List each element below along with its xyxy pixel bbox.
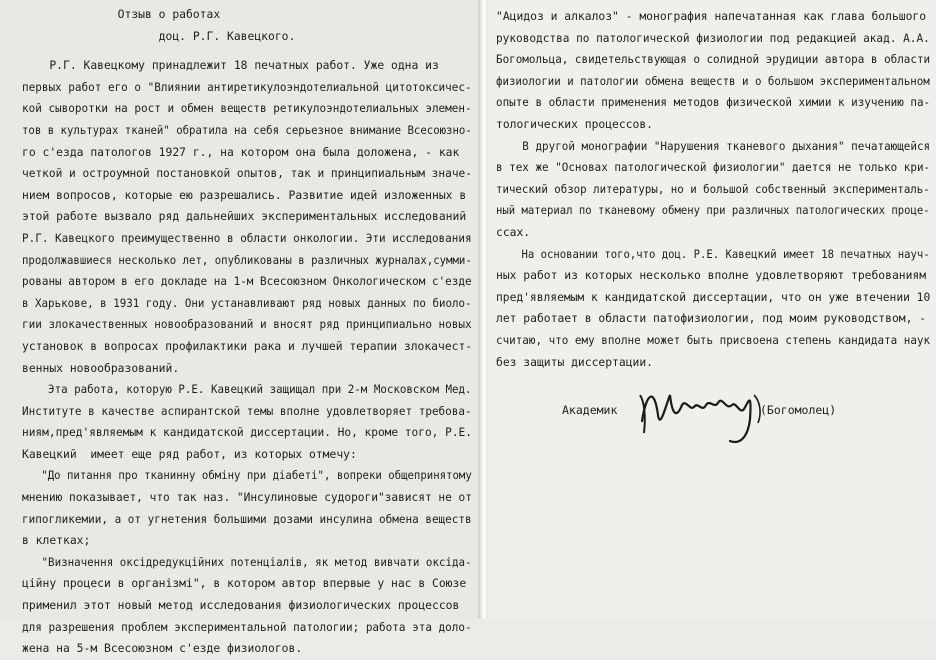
text-line: руководства по патологической физиологии под редакцией акад. А.А. — [496, 30, 930, 45]
text-line: Институте в качестве аспирантской темы вполне удовлетворяет требова- — [22, 403, 472, 418]
text-line: в Харькове, в 1931 году. Они устанавливают ряд новых данных по биоло- — [22, 295, 472, 310]
text-line: четкой и остроумной постановкой опытов, так и принципиальным значе- — [22, 166, 472, 181]
signature-title: Академик — [562, 403, 618, 418]
handwritten-signature — [636, 375, 766, 451]
text-line: "До питання про тканинну обміну при діабеті", вопреки общепринятому — [22, 468, 472, 483]
text-line: "Ацидоз и алкалоз" - монография напечатанная как глава большого — [496, 9, 927, 23]
text-line: ных работ из которых несколько вполне удовлетворяют требованиям — [496, 268, 927, 283]
text-line: го с'езда патологов 1927 г., на котором она была доложена, - как — [22, 144, 460, 159]
text-line: Богомольца, свидетельствующая о солидной эрудиции автора в области — [496, 52, 931, 67]
text-line: для разрешения проблем экспериментальной патологии; работа эта доло- — [22, 619, 472, 634]
text-line: Кавецкий имеет еще ряд работ, из которых отмечу: — [22, 446, 357, 461]
text-line: кой сыворотки на рост и обмен веществ ретикулоэндотелиальных элемен- — [22, 101, 472, 116]
signature-block — [496, 383, 936, 463]
text-line: этой работе вызвало ряд дальнейших экспериментальных исследований — [22, 209, 467, 224]
text-line: лет работает в области патофизиологии, под моим руководством, - — [496, 311, 927, 326]
text-line: Р.Г. Кавецкого преимущественно в области онкологии. Эти исследования — [22, 230, 472, 245]
text-line: гии злокачественных новообразований и вносят ряд принципиально новых — [22, 317, 472, 332]
text-line: нием вопросов, которые ею разрешались. Развитие идей изложенных в — [22, 187, 467, 202]
text-line: в тех же "Основах патологической физиологии" дается не только кри- — [496, 160, 931, 175]
text-line: ный материал по тканевому обмену при различных патологических проце- — [496, 203, 930, 218]
text-line: продолжавшиеся несколько лет, опубликованы в различных журналах,сумми- — [22, 252, 472, 267]
text-line: тологических процессов. — [496, 116, 654, 131]
document-title: Отзыв о работах — [22, 7, 221, 21]
text-line: Эта работа, которую Р.Е. Кавецкий защищал при 2-м Московском Мед. — [22, 382, 472, 397]
text-line: гипогликемии, а от угнетения большими дозами инсулина обмена веществ — [22, 511, 472, 526]
text-line: первых работ его о "Влиянии антиретикулоэндотелиальной цитотоксичес- — [22, 79, 472, 94]
document-subtitle: доц. Р.Г. Кавецкого. — [22, 28, 296, 43]
spacer — [22, 47, 478, 55]
signature-name: (Богомолец) — [760, 403, 837, 418]
text-line: в клетках; — [22, 533, 91, 548]
text-line: считаю, что ему вполне может быть присвоена степень кандидата наук — [496, 332, 931, 347]
text-line: "Визначення оксідредукційних потенціалів, як метод вивчати оксіда- — [22, 554, 472, 569]
page-gutter — [478, 0, 488, 619]
text-line: установок в вопросах профилактики рака и лучшей терапии злокачест- — [22, 338, 473, 353]
text-line: Р.Г. Кавецкому принадлежит 18 печатных работ. Уже одна из — [22, 58, 439, 73]
text-line: жена на 5-м Всесоюзном с'езде физиологов. — [22, 641, 303, 656]
text-line: ниям,пред'являемым к кандидатской диссертации. Но, кроме того, Р.Е. — [22, 425, 472, 440]
text-line: тов в культурах тканей" обратила на себя серьезное внимание Всесоюзно- — [22, 122, 472, 137]
text-line: ссах. — [496, 224, 531, 239]
text-line: пред'являемым к кандидатской диссертации, что он уже втечении 10 — [496, 289, 931, 304]
text-line: На основании того,что доц. Р.Е. Кавецкий имеет 18 печатных науч- — [496, 246, 930, 261]
text-line: опыте в области применения методов физической химии к изучению па- — [496, 95, 931, 110]
right-page — [488, 0, 936, 619]
text-line: ційну процеси в організмі", в котором автор впервые у нас в Союзе — [22, 576, 467, 591]
text-line: без защиты диссертации. — [496, 354, 654, 369]
text-line: применил этот новый метод исследования физиологических процессов — [22, 598, 460, 613]
text-line: рованы автором в его докладе на 1-м Всесоюзном Онкологическом с'езде — [22, 274, 472, 289]
text-line: мнению показывает, что так наз. "Инсулиновые судороги"зависят не от — [22, 490, 472, 505]
text-line: В другой монографии "Нарушения тканевого дыхания" печатающейся — [496, 138, 931, 153]
text-line: тический обзор литературы, но и большой собственный эксперименталь- — [496, 181, 930, 196]
text-line: физиологии и патологии обмена веществ и о большом экспериментальном — [496, 73, 930, 88]
text-line: венных новообразований. — [22, 360, 180, 375]
